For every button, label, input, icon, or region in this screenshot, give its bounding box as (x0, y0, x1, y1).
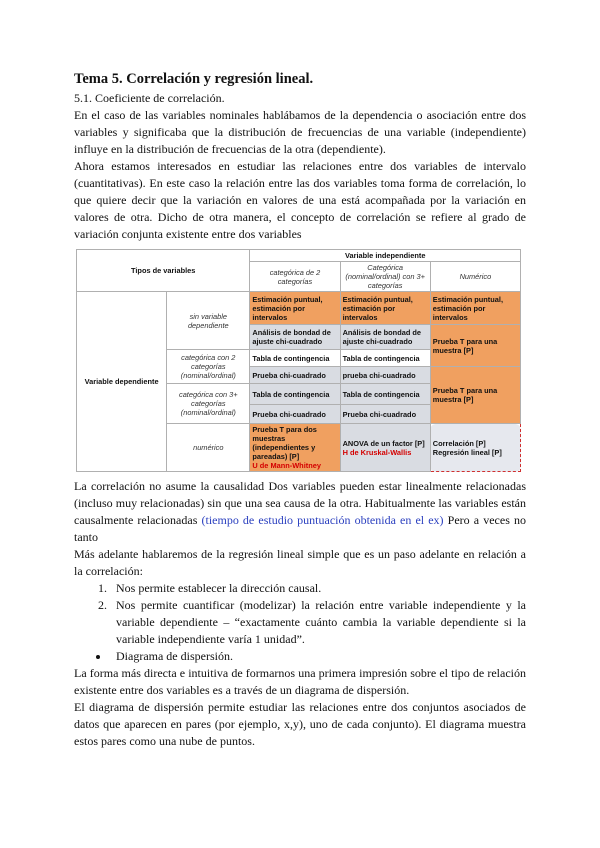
kruskal-text: H de Kruskal-Wallis (342, 447, 412, 457)
cell-prueba-t-dos (250, 424, 340, 472)
list-item: 1. Nos permite establecer la dirección causal. (110, 580, 526, 597)
prueba-t-dos-text: Prueba T para dos muestras (independientes y pareadas) [P] (252, 425, 317, 461)
paragraph-3-tail: Pero a veces no tanto (74, 513, 526, 544)
cell-correlacion: Correlación [P] Regresión lineal [P] (430, 424, 520, 472)
list-item: 2. Nos permite cuantificar (modelizar) la relación entre variable independiente y la variable dependiente – “exactamente cuánto cambia la variable dependiente si la variable independiente varía 1 unidad”. (110, 597, 526, 648)
paragraph-3 (74, 478, 526, 546)
col-cat2: categórica de 2 categorías (250, 262, 340, 292)
cell-estim-3: Estimación puntual, estimación por intervalos (430, 292, 520, 325)
example-link: (tiempo de estudio puntuación obtenida en el ex) (201, 513, 444, 527)
cell-prueba-t-una-2: Prueba T para una muestra [P] (430, 367, 520, 424)
bullet-list (74, 648, 526, 665)
cell-anova (340, 424, 430, 472)
mann-whitney-text: U de Mann-Whitney (252, 461, 321, 470)
section-heading: 5.1. Coeficiente de correlación. (74, 91, 225, 105)
document-page (74, 70, 526, 750)
header-var-indep: Variable independiente (250, 250, 521, 262)
row-sin-variable: sin variable dependiente (167, 292, 250, 350)
cell-prueba-t-una-1: Prueba T para una muestra [P] (430, 325, 520, 367)
bullet-item: • Diagrama de dispersión. (110, 648, 526, 665)
row-var-dep: Variable dependiente (77, 292, 167, 472)
paragraph-3-text: La correlación no asume la causalidad Dos variables pueden estar linealmente relacionadas (incluso muy relacionadas) sin que una sea causa de la otra. Habitualmente las variables están causalmente relacionadas (74, 479, 526, 527)
cell-tabla-4: Tabla de contingencia (340, 384, 430, 405)
cell-estim-2: Estimación puntual, estimación por intervalos (340, 292, 430, 325)
paragraph-2: Ahora estamos interesados en estudiar las relaciones entre dos variables de intervalo (cuantitativas). En este caso la relación entre las dos variables toma forma de correlación, lo que quiere decir que la variación en valores de una está acompañada por la variación en valores de otra. Dicho de otra manera, el concepto de correlación se refiere al grado de variación conjunta existente entre dos variables (74, 159, 526, 241)
row-numerico: numérico (167, 424, 250, 472)
header-tipos: Tipos de variables (77, 250, 250, 292)
cell-tabla-2: Tabla de contingencia (340, 350, 430, 367)
cell-chi-3: Prueba chi-cuadrado (250, 405, 340, 424)
paragraph-4: Más adelante hablaremos de la regresión lineal simple que es un paso adelante en relación a la correlación: (74, 547, 526, 578)
paragraph-5: La forma más directa e intuitiva de formarnos una primera impresión sobre el tipo de relación existente entre dos variables es a través de un diagrama de dispersión. (74, 666, 526, 697)
variable-types-table (76, 249, 521, 472)
cell-bondad-2: Análisis de bondad de ajuste chi-cuadrado (340, 325, 430, 350)
col-numerico: Numérico (430, 262, 520, 292)
row-cat3: categórica con 3+ categorías (nominal/ordinal) (167, 384, 250, 424)
cell-bondad-1: Análisis de bondad de ajuste chi-cuadrado (250, 325, 340, 350)
cell-tabla-3: Tabla de contingencia (250, 384, 340, 405)
paragraph-6: El diagrama de dispersión permite estudiar las relaciones entre dos conjuntos asociados de datos que aparecen en pares (por ejemplo, x,y), uno de cada conjunto). El diagrama muestra estos pares como una nube de puntos. (74, 700, 526, 748)
col-cat3: Categórica (nominal/ordinal) con 3+ categorías (340, 262, 430, 292)
cell-estim-1: Estimación puntual, estimación por intervalos (250, 292, 340, 325)
cell-chi-4: Prueba chi-cuadrado (340, 405, 430, 424)
cell-tabla-1: Tabla de contingencia (250, 350, 340, 367)
cell-chi-2: prueba chi-cuadrado (340, 367, 430, 384)
cell-chi-1: Prueba chi-cuadrado (250, 367, 340, 384)
numbered-list (74, 580, 526, 648)
paragraph-1: En el caso de las variables nominales hablábamos de la dependencia o asociación entre dos variables y significaba que la distribución de frecuencias de una variable (independiente) influye en la distribución de frecuencias de la otra (dependiente). (74, 108, 526, 156)
page-title: Tema 5. Correlación y regresión lineal. (74, 71, 314, 87)
anova-text: ANOVA de un factor [P] (342, 438, 425, 448)
row-cat2: categórica con 2 categorías (nominal/ordinal) (167, 350, 250, 384)
